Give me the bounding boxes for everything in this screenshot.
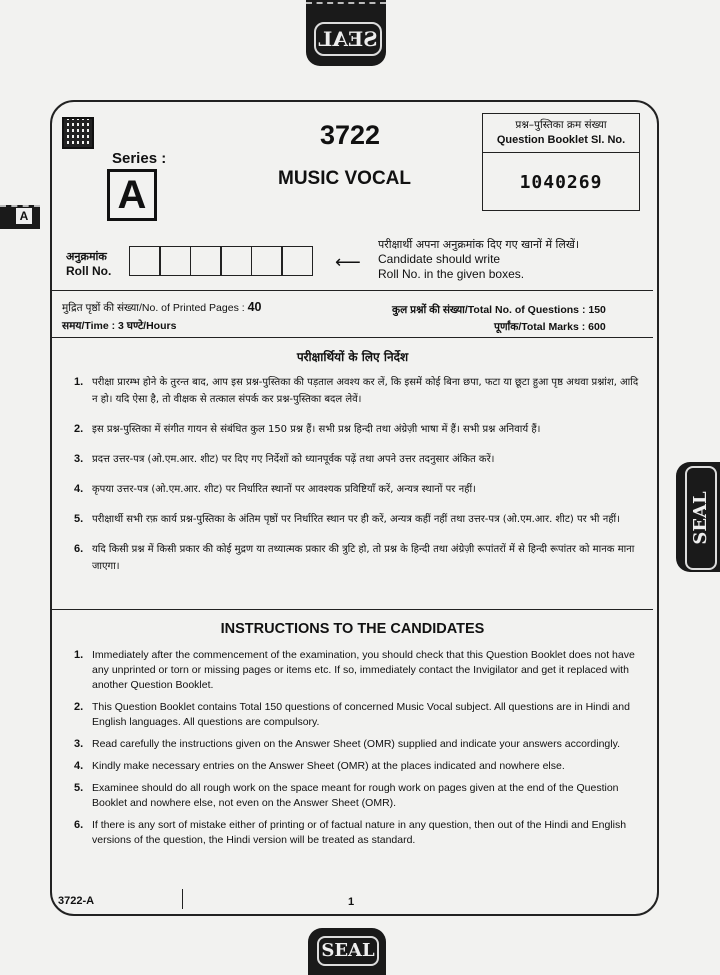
time-info: समय/Time : 3 घण्टे/Hours	[62, 320, 177, 332]
list-item: 2. इस प्रश्न-पुस्तिका में संगीत गायन से संबंधित कुल 150 प्रश्न हैं। सभी प्रश्न हिन्दी तथा अंग्रेज़ी भाषा में हैं। सभी प्रश्न अनिवार्य हैं।	[74, 423, 541, 435]
page-number: 1	[348, 896, 355, 908]
divider	[52, 337, 653, 338]
list-item: 5. परीक्षार्थी सभी रफ़ कार्य प्रश्न-पुस्तिका के अंतिम पृष्ठों पर निर्धारित स्थान पर ही करें, अन्यत्र कहीं नहीं तथा उत्तर-पत्र (ओ.एम.आर. शीट) पर भी नहीं।	[74, 513, 620, 525]
divider	[52, 290, 653, 291]
booklet-label-en: Question Booklet Sl. No.	[496, 134, 626, 146]
footer-code: 3722-A	[58, 895, 95, 907]
list-item: 4. कृपया उत्तर-पत्र (ओ.एम.आर. शीट) पर निर्धारित स्थानों पर आवश्यक प्रविष्टियाँ करें, अन्यत्र स्थानों पर नहीं।	[74, 483, 476, 495]
total-questions-info: कुल प्रश्नों की संख्या/Total No. of Questions : 150	[392, 304, 606, 316]
roll-box[interactable]	[251, 246, 283, 276]
list-item: 4. Kindly make necessary entries on the Answer Sheet (OMR) at the places indicated and nowhere else.	[74, 760, 565, 772]
qr-code-icon	[62, 117, 94, 149]
roll-label-hi: अनुक्रमांक	[66, 250, 107, 263]
printed-pages-value: 40	[247, 300, 262, 314]
booklet-number-box	[482, 113, 640, 211]
series-side-tab: A	[0, 205, 40, 229]
roll-box[interactable]	[281, 246, 313, 276]
roll-instruction-en-1: Candidate should write	[378, 252, 501, 266]
series-box: A	[107, 169, 157, 221]
total-marks-info: पूर्णांक/Total Marks : 600	[494, 321, 606, 333]
list-item: 1. परीक्षा प्रारम्भ होने के तुरन्त बाद, आप इस प्रश्न-पुस्तिका की पड़ताल अवश्य कर लें, कि इसमें कोई बिना छपा, फटा या छूटा हुआ पृष्ठ अथवा प्रश्नांश, आदि न हो। यदि ऐसा है, तो वीक्षक से तत्काल संपर्क कर प्रश्न-पुस्तिका बदल लेवें।	[74, 376, 639, 405]
series-label: Series :	[112, 150, 167, 167]
footer-divider	[182, 889, 183, 909]
seal-sticker-bottom	[308, 928, 386, 975]
seal-label: SEAL	[317, 936, 379, 966]
english-instructions-list	[74, 648, 636, 855]
roll-box[interactable]	[159, 246, 191, 276]
list-item: 6. यदि किसी प्रश्न में किसी प्रकार की कोई मुद्रण या तथ्यात्मक प्रकार की त्रुटि हो, तो प्रश्न के हिन्दी तथा अंग्रेज़ी रूपांतरों में से हिन्दी रूपांतर को मानक माना जाएगा।	[74, 543, 635, 572]
seal-label: SEAL	[685, 466, 717, 570]
list-item: 1. Immediately after the commencement of the examination, you should check that this Question Booklet does not have any unprinted or torn or missing pages or items etc. If so, immediately contact the Invigilator and get it replaced with another Question Booklet.	[74, 649, 635, 691]
list-item: 3. प्रदत्त उत्तर-पत्र (ओ.एम.आर. शीट) पर दिए गए निर्देशों को ध्यानपूर्वक पढ़ें तथा अपने उत्तर तदनुसार अंकित करें।	[74, 453, 495, 465]
seal-sticker-right	[676, 462, 720, 572]
roll-number-boxes[interactable]	[130, 246, 313, 276]
divider	[52, 609, 653, 610]
english-instructions-heading: INSTRUCTIONS TO THE CANDIDATES	[220, 621, 485, 637]
hindi-instructions-list	[74, 374, 646, 588]
seal-label: SEAL	[314, 22, 382, 56]
paper-code: 3722	[320, 120, 381, 150]
list-item: 5. Examinee should do all rough work on the space meant for rough work on pages given at the end of the Question Booklet and nowhere else, not even on the Answer Sheet (OMR).	[74, 782, 619, 809]
arrow-left-icon: ⟵	[335, 252, 361, 272]
booklet-number: 1040269	[519, 172, 603, 193]
printed-pages-info: मुद्रित पृष्ठों की संख्या/No. of Printed Pages : 40	[62, 300, 262, 314]
list-item: 6. If there is any sort of mistake either of printing or of factual nature in any question, then out of the Hindi and English versions of the question, the Hindi version will be treated as standard.	[74, 819, 627, 846]
roll-label-en: Roll No.	[66, 264, 112, 278]
roll-box[interactable]	[129, 246, 161, 276]
seal-sticker-top	[306, 0, 386, 66]
list-item: 3. Read carefully the instructions given on the Answer Sheet (OMR) supplied and indicate your answers accordingly.	[74, 738, 620, 750]
roll-box[interactable]	[190, 246, 222, 276]
subject-title: MUSIC VOCAL	[278, 168, 411, 189]
list-item: 2. This Question Booklet contains Total 150 questions of concerned Music Vocal subject. All questions are in Hindi and English languages. All questions are compulsory.	[74, 701, 630, 728]
roll-box[interactable]	[220, 246, 252, 276]
roll-instruction-en-2: Roll No. in the given boxes.	[378, 267, 525, 281]
booklet-label-hi: प्रश्न–पुस्तिका क्रम संख्या	[515, 119, 607, 131]
hindi-instructions-heading: परीक्षार्थियों के लिए निर्देश	[296, 350, 409, 364]
roll-instruction-hi: परीक्षार्थी अपना अनुक्रमांक दिए गए खानों में लिखें।	[378, 238, 580, 251]
